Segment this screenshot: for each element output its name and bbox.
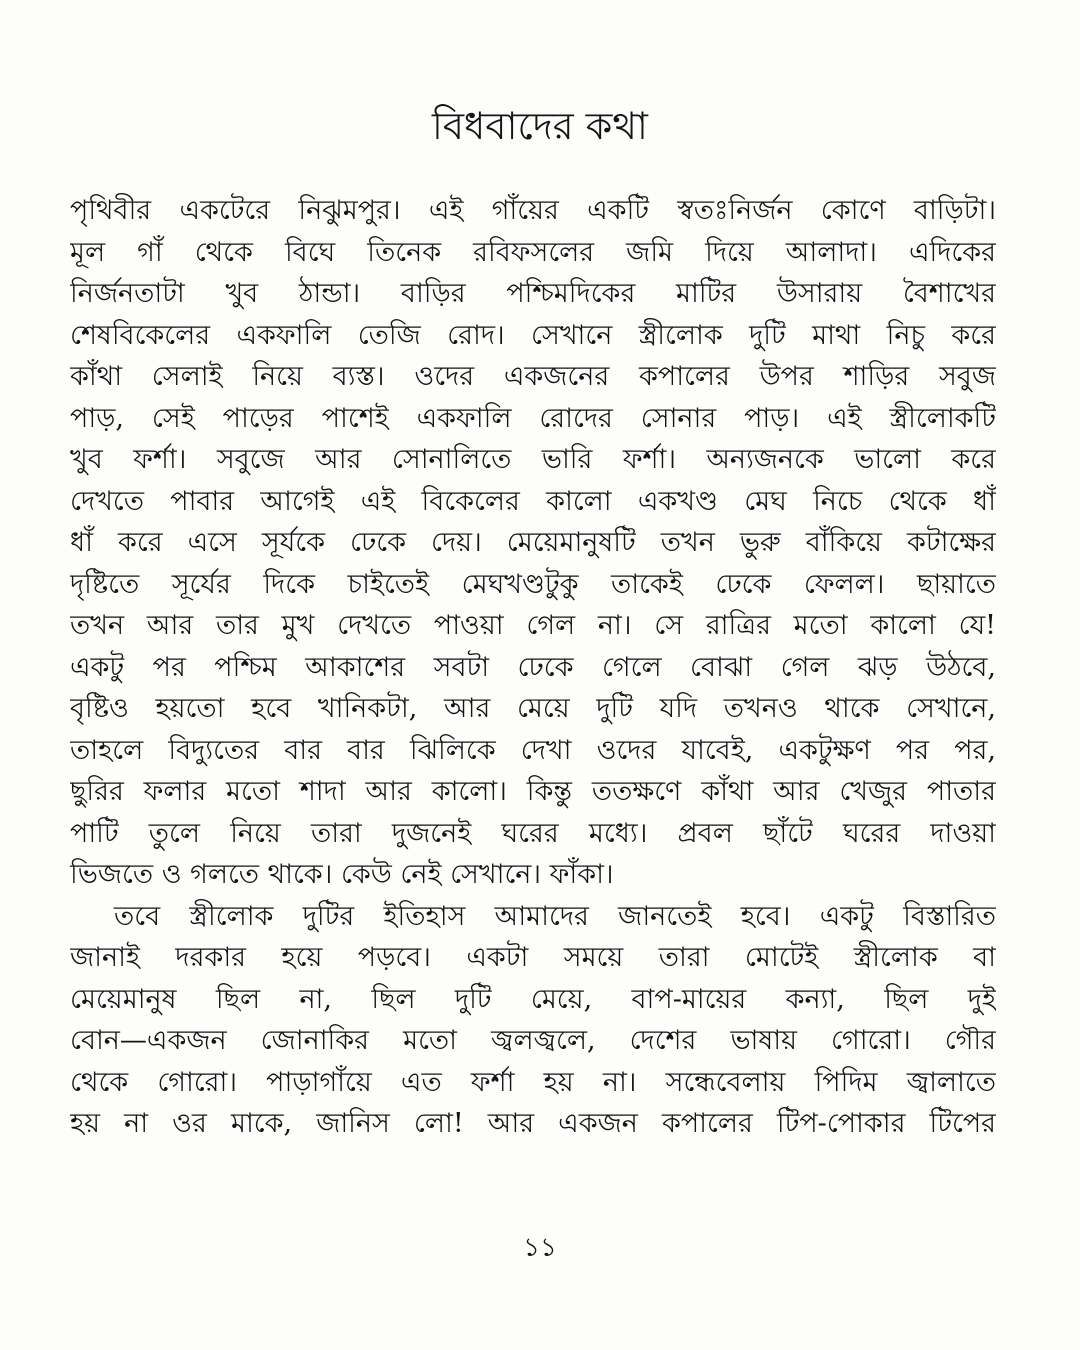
text-line: তবে স্ত্রীলোক দুটির ইতিহাস আমাদের জানতেই হবে। একটু বিস্তারিত	[114, 900, 996, 932]
text-line: ধাঁ করে এসে সূর্যকে ঢেকে দেয়। মেয়েমানুষটি তখন ভুরু বাঁকিয়ে কটাক্ষের	[70, 527, 996, 558]
text-line: দেখতে পাবার আগেই এই বিকেলের কালো একখণ্ড মেঘ নিচে থেকে ধাঁ	[70, 485, 996, 517]
text-line: তখন আর তার মুখ দেখতে পাওয়া গেল না। সে রাত্রির মতো কালো যে!	[70, 610, 996, 641]
page-number: ১১	[523, 1233, 557, 1263]
text-line: শেষবিকেলের একফালি তেজি রোদ। সেখানে স্ত্রীলোক দুটি মাথা নিচু করে	[70, 319, 996, 351]
paragraph-2	[70, 896, 996, 1145]
text-line: কাঁথা সেলাই নিয়ে ব্যস্ত। ওদের একজনের কপালের উপর শাড়ির সবুজ	[70, 361, 996, 392]
chapter-title: বিধবাদের কথা	[432, 104, 648, 148]
body-text	[70, 190, 996, 1145]
text-line: মেয়েমানুষ ছিল না, ছিল দুটি মেয়ে, বাপ-মায়ের কন্যা, ছিল দুই	[70, 983, 996, 1015]
text-line: একটু পর পশ্চিম আকাশের সবটা ঢেকে গেলে বোঝা গেল ঝড় উঠবে,	[70, 651, 996, 683]
text-line: পাড়, সেই পাড়ের পাশেই একফালি রোদের সোনার পাড়। এই স্ত্রীলোকটি	[70, 402, 996, 434]
text-line: দৃষ্টিতে সূর্যের দিকে চাইতেই মেঘখণ্ডটুকু তাকেই ঢেকে ফেলল। ছায়াতে	[70, 568, 996, 600]
text-line: ছুরির ফলার মতো শাদা আর কালো। কিন্তু ততক্ষণে কাঁথা আর খেজুর পাতার	[70, 776, 996, 807]
text-line: পৃথিবীর একটেরে নিঝুমপুর। এই গাঁয়ের একটি স্বতঃনির্জন কোণে বাড়িটা।	[70, 195, 996, 226]
text-line: জানাই দরকার হয়ে পড়বে। একটা সময়ে তারা মোটেই স্ত্রীলোক বা	[70, 942, 996, 973]
text-line: থেকে গোরো। পাড়াগাঁয়ে এত ফর্শা হয় না। সন্ধেবেলায় পিদিম জ্বালাতে	[70, 1066, 996, 1098]
text-line: মূল গাঁ থেকে বিঘে তিনেক রবিফসলের জমি দিয়ে আলাদা। এদিকের	[70, 236, 996, 268]
text-line: খুব ফর্শা। সবুজে আর সোনালিতে ভারি ফর্শা। অন্যজনকে ভালো করে	[70, 444, 996, 475]
text-line: ভিজতে ও গলতে থাকে। কেউ নেই সেখানে। ফাঁকা।	[70, 859, 614, 890]
text-line: বৃষ্টিও হয়তো হবে খানিকটা, আর মেয়ে দুটি যদি তখনও থাকে সেখানে,	[70, 693, 996, 724]
text-line: পাটি তুলে নিয়ে তারা দুজনেই ঘরের মধ্যে। প্রবল ছাঁটে ঘরের দাওয়া	[70, 817, 996, 849]
text-line: তাহলে বিদ্যুতের বার বার ঝিলিকে দেখা ওদের যাবেই, একটুক্ষণ পর পর,	[70, 734, 996, 766]
text-line: নির্জনতাটা খুব ঠান্ডা। বাড়ির পশ্চিমদিকের মাটির উসারায় বৈশাখের	[70, 278, 996, 309]
text-line: হয় না ওর মাকে, জানিস লো! আর একজন কপালের টিপ-পোকার টিপের	[70, 1108, 996, 1139]
paragraph-1	[70, 190, 996, 896]
text-line: বোন—একজন জোনাকির মতো জ্বলজ্বলে, দেশের ভাষায় গোরো। গৌর	[70, 1025, 996, 1056]
